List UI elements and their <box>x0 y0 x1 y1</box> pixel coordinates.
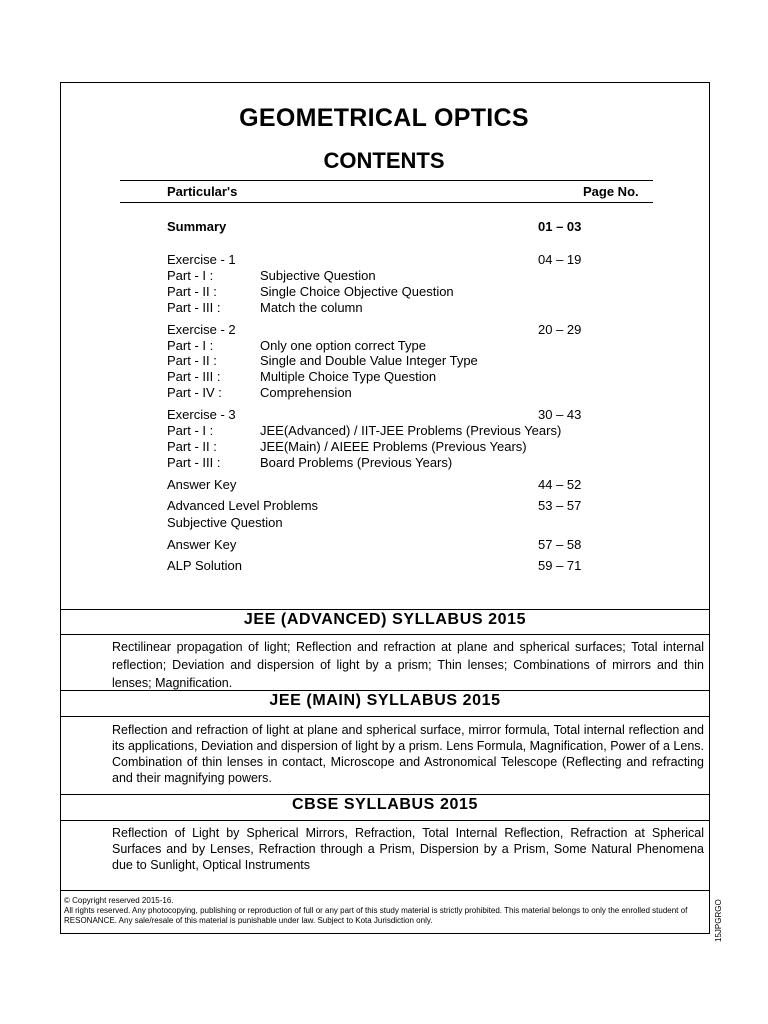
contents-page-range: 30 – 43 <box>538 407 582 422</box>
section-divider <box>60 609 710 610</box>
contents-item: Advanced Level Problems <box>167 498 319 513</box>
side-code <box>712 894 724 944</box>
contents-description: JEE(Main) / AIEEE Problems (Previous Years) <box>260 439 527 454</box>
contents-page-range: 59 – 71 <box>538 558 582 573</box>
contents-item: Part - III : <box>167 369 221 384</box>
copyright-line: © Copyright reserved 2015-16. <box>64 896 174 905</box>
contents-page-range: 57 – 58 <box>538 537 582 552</box>
footer-divider <box>60 890 710 891</box>
contents-description: Subjective Question <box>260 268 376 283</box>
contents-description: Single and Double Value Integer Type <box>260 353 478 368</box>
contents-item: Subjective Question <box>167 515 283 530</box>
jee-main-syllabus-text: Reflection and refraction of light at plane and spherical surface, mirror formula, Total internal reflection and its applications, Deviation and dispersion of light by a prism. Lens Formula, Magnification, Power of a Lens. Combination of thin lenses in contact, Microscope and Astronomical Telescope (Reflecting and refracting and their magnifying powers. <box>112 723 704 785</box>
contents-item: Exercise - 1 <box>167 252 236 267</box>
section-divider <box>60 634 710 635</box>
contents-description: Only one option correct Type <box>260 338 426 353</box>
contents-item: Part - I : <box>167 338 214 353</box>
contents-item: Part - II : <box>167 284 217 299</box>
contents-item: Part - III : <box>167 300 221 315</box>
contents-item: Part - IV : <box>167 385 222 400</box>
contents-item: Part - III : <box>167 455 221 470</box>
contents-page-range: 53 – 57 <box>538 498 582 513</box>
cbse-syllabus-text: Reflection of Light by Spherical Mirrors, Refraction, Total Internal Reflection, Refraction at Spherical Surfaces and by Lenses, Refraction through a Prism, Dispersion by a Prism, Some Natural Phenomena due to Sunlight, Optical Instruments <box>112 826 704 872</box>
contents-description: Multiple Choice Type Question <box>260 369 437 384</box>
contents-page-range: 04 – 19 <box>538 252 582 267</box>
section-divider <box>60 690 710 691</box>
contents-description: Single Choice Objective Question <box>260 284 454 299</box>
contents-item: Answer Key <box>167 477 237 492</box>
contents-item: Part - II : <box>167 353 217 368</box>
section-divider <box>60 716 710 717</box>
page-no-header: Page No. <box>583 184 639 199</box>
contents-item: Part - I : <box>167 268 214 283</box>
contents-description: Board Problems (Previous Years) <box>260 455 453 470</box>
contents-item: Exercise - 3 <box>167 407 236 422</box>
section-divider <box>60 820 710 821</box>
contents-item: Summary <box>167 219 227 234</box>
contents-page-range: 44 – 52 <box>538 477 582 492</box>
side-code-text: 15JPGRGO <box>714 899 723 942</box>
header-top-rule <box>120 180 653 181</box>
contents-heading: CONTENTS <box>323 148 445 173</box>
jee-main-syllabus-title: JEE (MAIN) SYLLABUS 2015 <box>269 692 501 709</box>
contents-description: Comprehension <box>260 385 352 400</box>
particulars-header: Particular's <box>167 184 238 199</box>
contents-page-range: 20 – 29 <box>538 322 582 337</box>
contents-description: Match the column <box>260 300 363 315</box>
header-bottom-rule <box>120 202 653 203</box>
contents-description: JEE(Advanced) / IIT-JEE Problems (Previous Years) <box>260 423 562 438</box>
jee-advanced-syllabus-title: JEE (ADVANCED) SYLLABUS 2015 <box>243 611 527 628</box>
contents-page-range: 01 – 03 <box>538 219 582 234</box>
contents-item: Answer Key <box>167 537 237 552</box>
contents-item: Part - I : <box>167 423 214 438</box>
jee-advanced-syllabus-text: Rectilinear propagation of light; Reflection and refraction at plane and spherical surfaces; Total internal reflection; Deviation and dispersion of light by a prism; Thin lenses; Combinations of mirrors and thin lenses; Magnification. <box>112 640 704 690</box>
contents-item: ALP Solution <box>167 558 242 573</box>
page-title: GEOMETRICAL OPTICS <box>239 104 529 132</box>
contents-item: Exercise - 2 <box>167 322 236 337</box>
rights-notice: All rights reserved. Any photocopying, publishing or reproduction of full or any part of this study material is strictly prohibited. This material belongs to only the enrolled student of RESONANCE. Any sale/resale of this material is punishable under law. Subject to Kota Jurisdiction only. <box>64 906 688 925</box>
contents-item: Part - II : <box>167 439 217 454</box>
cbse-syllabus-title: CBSE SYLLABUS 2015 <box>292 796 478 813</box>
section-divider <box>60 794 710 795</box>
